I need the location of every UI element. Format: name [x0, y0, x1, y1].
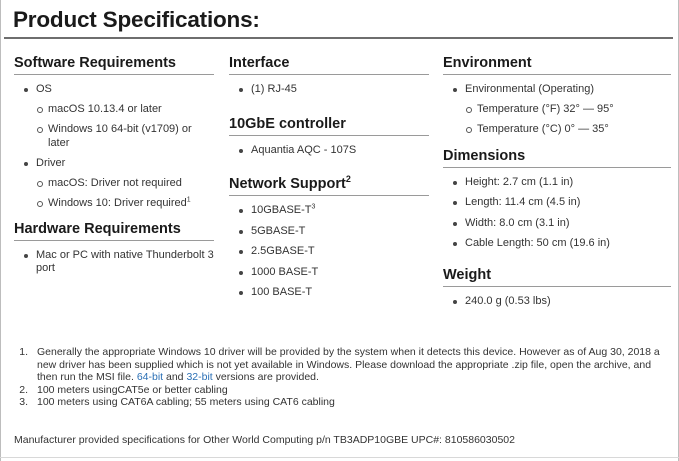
network-support-section	[229, 176, 429, 300]
footnote-1-text: Generally the appropriate Windows 10 driver will be provided by the system when it detects this device. However as of Aug 30, 2018 a new driver has been supplied which is not yet available in Windows. Please download the appropriate .zip file, open the archive, and then run the MSI file.	[37, 346, 660, 383]
software-requirements-heading: Software Requirements	[14, 55, 214, 75]
interface-list	[229, 83, 429, 97]
hardware-requirements-heading: Hardware Requirements	[14, 221, 214, 241]
list-item-driver	[14, 157, 214, 211]
footnotes	[14, 346, 670, 409]
environment-list	[443, 83, 671, 137]
controller-heading: 10GbE controller	[229, 116, 429, 136]
sublist-item: Temperature (°C) 0° — 35°	[465, 123, 671, 137]
column-software-hardware	[14, 55, 214, 283]
footnote-2-text: 100 meters usingCAT5e or better cabling	[37, 383, 228, 396]
list-item: 240.0 g (0.53 lbs)	[443, 295, 671, 309]
list-item-environmental	[443, 83, 671, 137]
driver-sublist	[36, 177, 214, 211]
list-item: 5GBASE-T	[229, 225, 429, 239]
footnote-number: 3.	[19, 396, 28, 408]
environmental-label: Environmental (Operating)	[465, 83, 595, 95]
footnote-1	[14, 346, 670, 384]
list-item: 1000 BASE-T	[229, 266, 429, 280]
list-item: (1) RJ-45	[229, 83, 429, 97]
list-item	[229, 204, 429, 218]
footnote-3	[14, 396, 670, 409]
list-item: Mac or PC with native Thunderbolt 3 port	[14, 249, 214, 276]
environment-sublist	[465, 103, 671, 137]
driver-label: Driver	[36, 157, 66, 169]
footnote-1-and: and	[166, 371, 184, 383]
environment-section	[443, 55, 671, 137]
list-item: Aquantia AQC - 107S	[229, 144, 429, 158]
sublist-item: macOS: Driver not required	[36, 177, 214, 191]
footnote-number: 2.	[19, 383, 28, 396]
software-requirements-section	[14, 55, 214, 211]
footnote-ref-2: 2	[345, 174, 351, 185]
network-support-title: Network Support	[229, 176, 346, 192]
download-32bit-link[interactable]: 32-bit	[186, 371, 213, 383]
footnote-ref-3: 3	[311, 203, 316, 211]
network-item-text: 10GBASE-T	[251, 204, 312, 216]
manufacturer-note: Manufacturer provided specifications for Other World Computing p/n TB3ADP10GBE UPC#: 810586030502	[14, 434, 515, 446]
list-item: 100 BASE-T	[229, 286, 429, 300]
footnote-number: 1.	[19, 346, 28, 358]
network-list	[229, 204, 429, 300]
weight-heading: Weight	[443, 267, 671, 287]
column-interface-network	[229, 55, 429, 307]
bottom-divider	[0, 457, 679, 458]
dimensions-list	[443, 176, 671, 251]
download-64bit-link[interactable]: 64-bit	[136, 371, 164, 383]
os-label: OS	[36, 83, 52, 95]
controller-section	[229, 116, 429, 158]
footnote-1-end: versions are provided.	[215, 371, 319, 383]
dimensions-section	[443, 148, 671, 251]
sublist-item: Windows 10 64-bit (v1709) or later	[36, 123, 214, 150]
software-list	[14, 83, 214, 211]
interface-heading: Interface	[229, 55, 429, 75]
page-title: Product Specifications:	[13, 7, 260, 32]
driver-windows-text: Windows 10: Driver required	[48, 197, 187, 209]
network-support-heading	[229, 176, 429, 196]
dimensions-heading: Dimensions	[443, 148, 671, 168]
hardware-list	[14, 249, 214, 276]
controller-list	[229, 144, 429, 158]
weight-list	[443, 295, 671, 309]
list-item-os	[14, 83, 214, 150]
hardware-requirements-section	[14, 221, 214, 276]
footnote-2	[14, 384, 670, 397]
weight-section	[443, 267, 671, 309]
list-item: Cable Length: 50 cm (19.6 in)	[443, 237, 671, 251]
footnote-3-text: 100 meters using CAT6A cabling; 55 meters using CAT6 cabling	[37, 396, 335, 408]
sublist-item: macOS 10.13.4 or later	[36, 103, 214, 117]
interface-section	[229, 55, 429, 97]
column-environment-dimensions	[443, 55, 671, 315]
footnote-ref-1: 1	[186, 196, 191, 204]
title-divider	[4, 37, 673, 39]
environment-heading: Environment	[443, 55, 671, 75]
sublist-item: Temperature (°F) 32° — 95°	[465, 103, 671, 117]
list-item: 2.5GBASE-T	[229, 245, 429, 259]
list-item: Length: 11.4 cm (4.5 in)	[443, 196, 671, 210]
os-sublist	[36, 103, 214, 151]
list-item: Height: 2.7 cm (1.1 in)	[443, 176, 671, 190]
sublist-item	[36, 197, 214, 211]
list-item: Width: 8.0 cm (3.1 in)	[443, 217, 671, 231]
